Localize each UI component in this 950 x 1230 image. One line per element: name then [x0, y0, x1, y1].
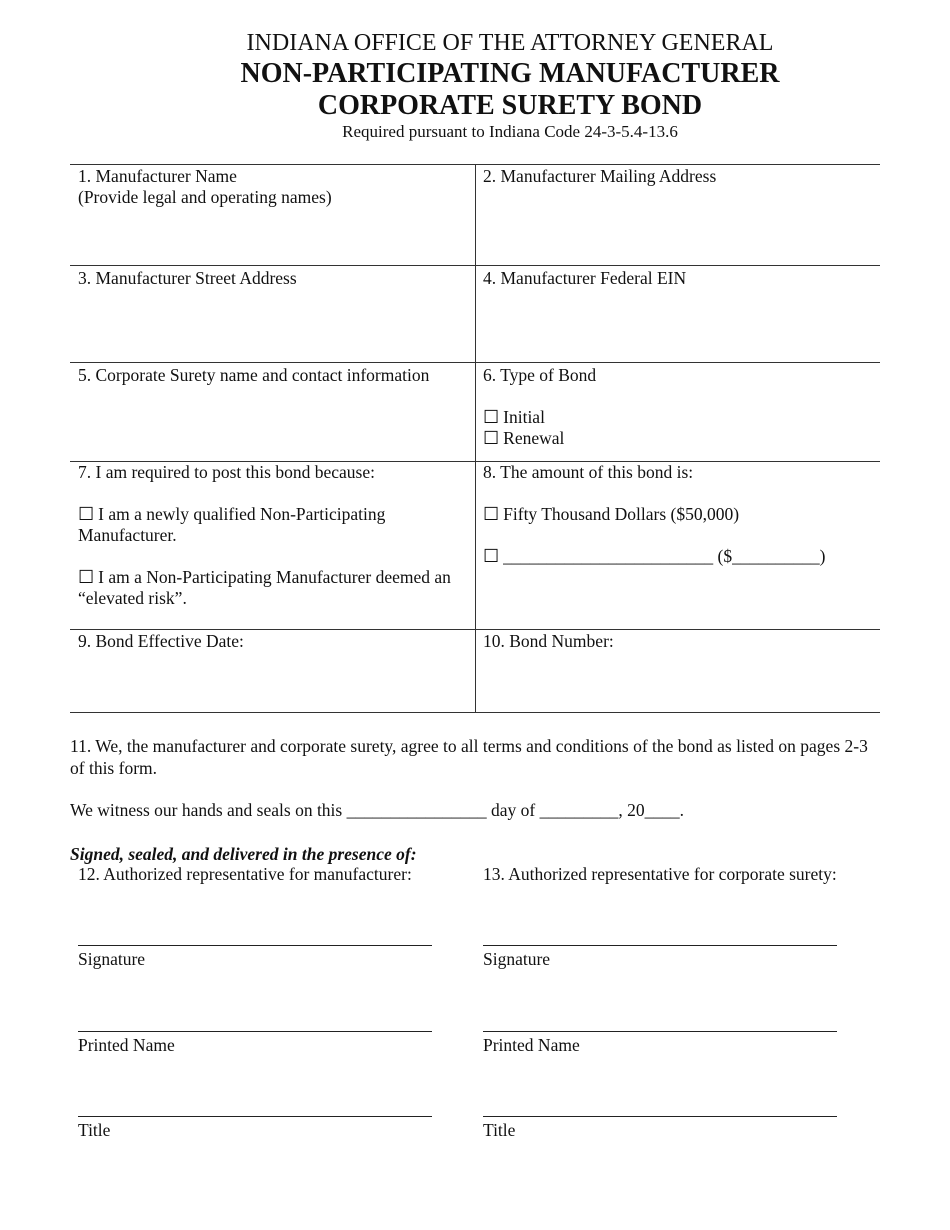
manufacturer-signature-label: Signature [78, 949, 146, 969]
agreement-text: 11. We, the manufacturer and corporate surety, agree to all terms and conditions of the bond as listed on pages 2-3 of this form. [70, 736, 868, 778]
field-corporate-surety[interactable] [78, 365, 468, 386]
field-1-label: 1. Manufacturer Name [78, 166, 237, 186]
field-manufacturer-name[interactable] [78, 166, 468, 208]
field-federal-ein[interactable] [483, 268, 878, 289]
surety-title-line[interactable] [483, 1116, 837, 1117]
field-bond-reason [78, 462, 468, 609]
option-newly-qualified[interactable] [78, 504, 468, 546]
surety-signature-line[interactable] [483, 945, 837, 946]
field-effective-date[interactable] [78, 631, 468, 652]
field-2-label: 2. Manufacturer Mailing Address [483, 166, 717, 186]
option-newly-qualified-label: I am a newly qualified Non-Participating Manufacturer. [78, 504, 386, 545]
form-title-line2: CORPORATE SURETY BOND [317, 90, 703, 121]
option-renewal[interactable] [483, 428, 878, 449]
field-10-label: 10. Bond Number: [483, 631, 614, 651]
option-fifty-thousand[interactable] [483, 504, 878, 525]
table-bottom-border [70, 712, 880, 713]
surety-title-label: Title [483, 1120, 516, 1140]
option-initial-label: Initial [503, 407, 545, 427]
field-bond-amount [483, 462, 878, 567]
field-mailing-address[interactable] [483, 166, 878, 187]
field-7-label: 7. I am required to post this bond because: [78, 462, 375, 482]
form-subtitle: Required pursuant to Indiana Code 24-3-5.4-13.6 [342, 122, 678, 141]
checkbox-icon[interactable]: ☐ [78, 567, 95, 587]
manufacturer-printed-name-label: Printed Name [78, 1035, 175, 1055]
option-elevated-risk-label: I am a Non-Participating Manufacturer deemed an “elevated risk”. [78, 567, 451, 608]
field-9-label: 9. Bond Effective Date: [78, 631, 244, 651]
option-initial[interactable] [483, 407, 878, 428]
option-elevated-risk[interactable] [78, 567, 468, 609]
surety-printed-name-line[interactable] [483, 1031, 837, 1032]
field-5-label: 5. Corporate Surety name and contact information [78, 365, 430, 385]
field-bond-number[interactable] [483, 631, 878, 652]
option-other-amount-blank[interactable]: ________________________ ($__________) [503, 546, 826, 566]
witness-line[interactable]: We witness our hands and seals on this ________________ day of _________, 20____. [70, 800, 684, 820]
checkbox-icon[interactable]: ☐ [483, 407, 500, 427]
surety-printed-name-label: Printed Name [483, 1035, 580, 1055]
option-renewal-label: Renewal [503, 428, 565, 448]
presence-heading: Signed, sealed, and delivered in the presence of: [70, 844, 417, 864]
column-divider [475, 164, 476, 712]
option-other-amount[interactable] [483, 546, 878, 567]
field-1-note: (Provide legal and operating names) [78, 187, 332, 207]
field-8-label: 8. The amount of this bond is: [483, 462, 694, 482]
checkbox-icon[interactable]: ☐ [78, 504, 95, 524]
checkbox-icon[interactable]: ☐ [483, 504, 500, 524]
checkbox-icon[interactable]: ☐ [483, 546, 500, 566]
field-4-label: 4. Manufacturer Federal EIN [483, 268, 687, 288]
form-title-line1: NON-PARTICIPATING MANUFACTURER [240, 58, 780, 89]
field-type-of-bond [483, 365, 878, 449]
rep-surety-heading: 13. Authorized representative for corporate surety: [483, 864, 837, 884]
manufacturer-title-label: Title [78, 1120, 111, 1140]
field-3-label: 3. Manufacturer Street Address [78, 268, 297, 288]
field-6-label: 6. Type of Bond [483, 365, 597, 385]
manufacturer-title-line[interactable] [78, 1116, 432, 1117]
field-street-address[interactable] [78, 268, 468, 289]
manufacturer-printed-name-line[interactable] [78, 1031, 432, 1032]
rep-manufacturer-heading: 12. Authorized representative for manufacturer: [78, 864, 412, 884]
checkbox-icon[interactable]: ☐ [483, 428, 500, 448]
option-fifty-thousand-label: Fifty Thousand Dollars ($50,000) [503, 504, 740, 524]
manufacturer-signature-line[interactable] [78, 945, 432, 946]
agency-name: INDIANA OFFICE OF THE ATTORNEY GENERAL [246, 30, 774, 56]
surety-signature-label: Signature [483, 949, 551, 969]
